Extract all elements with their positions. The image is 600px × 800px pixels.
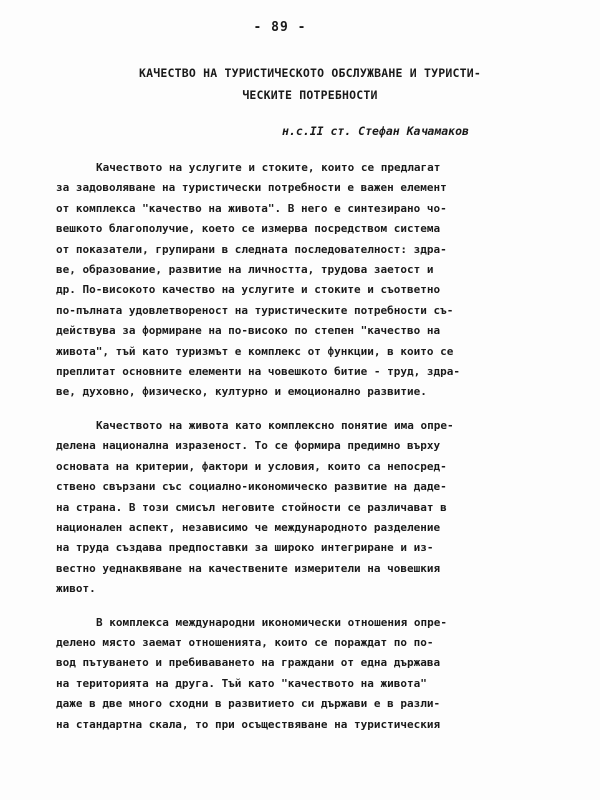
text-line: на територията на друга. Тъй като "качеството на живота" [56, 676, 427, 690]
text-line: от показатели, групирани в следната последователност: здра- [56, 242, 447, 256]
text-line: др. По-високото качество на услугите и стоките и съответно [56, 283, 441, 297]
text-line: делена национална изразеност. То се формира предимно върху [56, 439, 441, 453]
text-line: на страна. В този смисъл неговите стойности се различават в [56, 500, 447, 514]
text-line: основата на критерии, фактори и условия, които са непосред- [56, 459, 447, 473]
author-line: н.с.II ст. Стефан Качамаков [282, 124, 469, 138]
text-line: вешкото благополучие, което се измерва посредством система [56, 222, 441, 236]
text-line: Качеството на услугите и стоките, които се предлагат [96, 161, 441, 174]
text-line: живот. [56, 582, 96, 596]
text-line: ве, духовно, физическо, културно и емоционално развитие. [56, 385, 427, 399]
text-line: В комплекса международни икономически отношения опре- [96, 615, 447, 629]
body-text [56, 158, 556, 748]
paragraph [56, 158, 556, 403]
text-line: на стандартна скала, то при осъществяване на туристическия [56, 717, 441, 731]
text-line: вод пътуването и пребиваването на граждани от една държава [56, 656, 441, 670]
text-line: преплитат основните елементи на човешкото битие - труд, здра- [56, 365, 460, 379]
text-line: действува за формиране на по-високо по степен "качество на [56, 324, 441, 338]
article-title [90, 62, 530, 106]
text-line: национален аспект, независимо че международното разделение [56, 520, 441, 534]
title-line-2: ЧЕСКИТЕ ПОТРЕБНОСТИ [242, 88, 378, 102]
text-line: живота", тъй като туризмът е комплекс от функции, в които се [56, 344, 454, 358]
text-line: на труда създава предпоставки за широко интегриране и из- [56, 541, 434, 555]
paragraph [56, 416, 556, 600]
text-line: за задоволяване на туристически потребности е важен елемент [56, 181, 447, 195]
text-line: ве, образование, развитие на личността, трудова заетост и [56, 263, 434, 277]
text-line: вестно уеднаквяване на качествените измерители на човешкия [56, 561, 441, 575]
text-line: Качеството на живота като комплексно понятие има опре- [96, 418, 454, 432]
text-line: делено място заемат отношенията, които се пораждат по по- [56, 635, 434, 649]
text-line: ствено свързани със социално-икономическо развитие на даде- [56, 480, 447, 494]
text-line: даже в две много сходни в развитието си държави е в разли- [56, 697, 441, 711]
text-line: по-пълната удовлетвореност на туристическите потребности съ- [56, 303, 454, 317]
paragraph [56, 613, 556, 735]
page-number: - 89 - [253, 20, 307, 35]
title-line-1: КАЧЕСТВО НА ТУРИСТИЧЕСКОТО ОБСЛУЖВАНЕ И ТУРИСТИ- [139, 66, 481, 80]
text-line: от комплекса "качество на живота". В него е синтезирано чо- [56, 201, 447, 215]
